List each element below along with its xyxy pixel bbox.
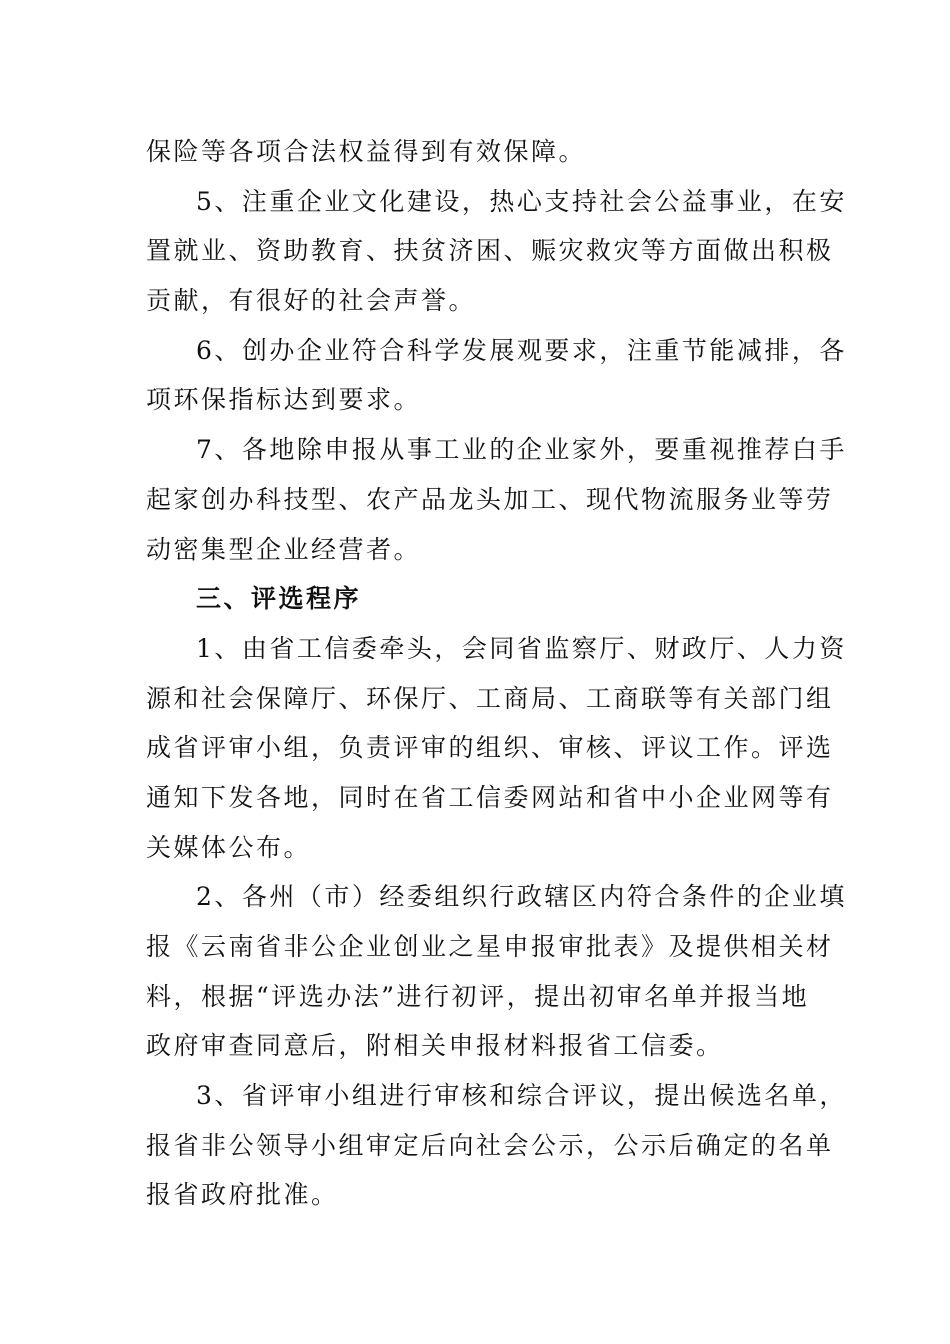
paragraph xyxy=(146,425,847,574)
paragraph-line: 2、各州（市）经委组织行政辖区内符合条件的企业填 xyxy=(196,882,847,912)
paragraph-line: 7、各地除申报从事工业的企业家外，要重视推荐白手 xyxy=(196,435,847,465)
section-heading xyxy=(146,574,806,624)
paragraph-line: 政府审查同意后，附相关申报材料报省工信委。 xyxy=(146,1031,724,1061)
heading-text: 三、评选程序 xyxy=(196,584,362,614)
paragraph-line: 保险等各项合法权益得到有效保障。 xyxy=(146,137,587,166)
paragraph-line: 关媒体公布。 xyxy=(146,832,312,862)
paragraph-line: 成省评审小组，负责评审的组织、审核、评议工作。评选 xyxy=(146,733,834,763)
paragraph-line: 贡献，有很好的社会声誉。 xyxy=(146,286,477,316)
paragraph-line: 起家创办科技型、农产品龙头加工、现代物流服务业等劳 xyxy=(146,484,834,514)
paragraph xyxy=(146,872,847,1071)
paragraph-line: 6、创办企业符合科学发展观要求，注重节能减排，各 xyxy=(196,335,847,365)
paragraph-line: 料，根据“评选办法”进行初评，提出初审名单并报当地 xyxy=(146,981,810,1011)
paragraph-line: 1、由省工信委牵头，会同省监察厅、财政厅、人力资 xyxy=(196,633,847,663)
paragraph-line: 项环保指标达到要求。 xyxy=(146,385,422,415)
paragraph-line: 报省非公领导小组审定后向社会公示，公示后确定的名单 xyxy=(146,1130,834,1160)
paragraph xyxy=(146,177,847,326)
paragraph-line: 报《云南省非公企业创业之星申报审批表》及提供相关材 xyxy=(146,932,834,961)
paragraph xyxy=(146,127,806,177)
paragraph-line: 源和社会保障厅、环保厅、工商局、工商联等有关部门组 xyxy=(146,683,834,713)
document-body xyxy=(146,127,847,1220)
paragraph-line: 动密集型企业经营者。 xyxy=(146,534,422,564)
paragraph-line: 通知下发各地，同时在省工信委网站和省中小企业网等有 xyxy=(146,782,834,812)
paragraph xyxy=(146,326,847,425)
paragraph-line: 5、注重企业文化建设，热心支持社会公益事业，在安 xyxy=(196,186,847,216)
paragraph-line: 3、省评审小组进行审核和综合评议，提出候选名单， xyxy=(196,1081,847,1111)
paragraph-line: 报省政府批准。 xyxy=(146,1180,339,1210)
paragraph xyxy=(146,1071,847,1220)
paragraph-line: 置就业、资助教育、扶贫济困、赈灾救灾等方面做出积极 xyxy=(146,236,834,266)
paragraph xyxy=(146,624,847,872)
